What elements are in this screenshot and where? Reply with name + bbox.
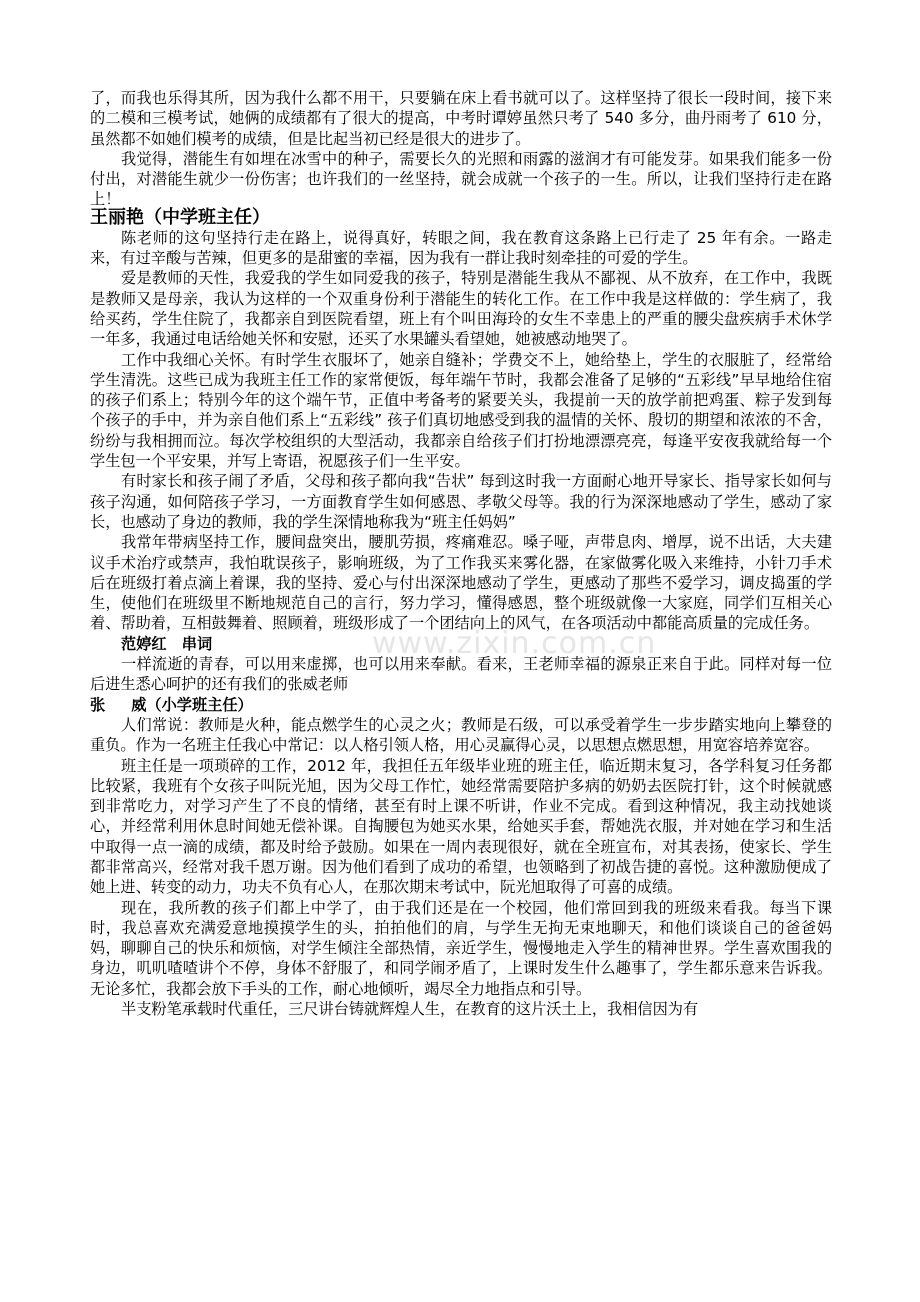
speaker-surname: 张 — [90, 695, 106, 714]
paragraph: 现在，我所教的孩子们都上中学了，由于我们还是在一个校园，他们常回到我的班级来看我。每当下课时，我总喜欢充满爱意地摸摸学生的头，拍拍他们的肩，与学生无拘无束地聊天，和他们谈谈自己的爸爸妈妈，聊聊自己的快乐和烦恼，对学生倾注全部热情，亲近学生，慢慢地走入学生的精神世界。学生喜欢围我的身边，叽叽喳喳讲个不停，身体不舒服了，和同学闹矛盾了，上课时发生什么趣事了，学生都乐意来告诉我。无论多忙，我都会放下手头的工作，耐心地倾听，竭尽全力地指点和引导。 — [90, 898, 832, 998]
paragraph: 我觉得，潜能生有如埋在冰雪中的种子，需要长久的光照和雨露的滋润才有可能发芽。如果我们能多一份付出，对潜能生就少一份伤害；也许我们的一丝坚持，就会成就一个孩子的一生。所以，让我们坚持行走在路上！ — [90, 149, 832, 209]
watermark: www.zixin.com.cn — [372, 626, 657, 661]
speaker-heading-fan: 范婷红 串词 — [121, 634, 213, 653]
paragraph: 陈老师的这句坚持行走在路上，说得真好，转眼之间，我在教育这条路上已行走了 25 年有余。一路走来，有过辛酸与苦辣，但更多的是甜蜜的幸福，因为我有一群让我时刻牵挂的可爱的学生。 — [90, 228, 832, 268]
paragraph: 爱是教师的天性，我爱我的学生如同爱我的孩子，特别是潜能生我从不鄙视、从不放弃，在工作中，我既是教师又是母亲，我认为这样的一个双重身份利于潜能生的转化工作。在工作中我是这样做的：学生病了，我给买药，学生住院了，我都亲自到医院看望，班上有个叫田海玲的女生不幸患上的严重的腰尖盘疾病手术休学一年多，我通过电话给她关怀和安慰，还买了水果罐头看望她，她被感动地哭了。 — [90, 269, 832, 349]
paragraph: 了，而我也乐得其所，因为我什么都不用干，只要躺在床上看书就可以了。这样坚持了很长一段时间，接下来的二模和三模考试，她俩的成绩都有了很大的提高，中考时谭婷虽然只考了 540 多分，曲丹雨考了 610 分，虽然都不如她们模考的成绩，但是比起当初已经是很大的进步了。 — [90, 89, 832, 148]
paragraph: 有时家长和孩子闹了矛盾，父母和孩子都向我“告状” 每到这时我一方面耐心地开导家长、指导家长如何与孩子沟通，如何陪孩子学习，一方面教育学生如何感恩、孝敬父母等。我的行为深深地感动了学生，感动了家长，也感动了身边的教师，我的学生深情地称我为“班主任妈妈” — [90, 472, 832, 531]
speaker-given-name-title: 威（小学班主任） — [131, 695, 253, 714]
document-page — [90, 88, 832, 1019]
paragraph: 我常年带病坚持工作，腰间盘突出，腰肌劳损，疼痛难忍。嗓子哑，声带息肉、增厚，说不出话，大夫建议手术治疗或禁声，我怕耽误孩子，影响班级，为了工作我买来雾化器，在家做雾化吸入来维持，小针刀手术后在班级打着点滴上着课，我的坚持、爱心与付出深深地感动了学生，更感动了那些不爱学习，调皮捣蛋的学生，使他们在班级里不断地规范自己的言行，努力学习，懂得感恩，整个班级就像一大家庭，同学们互相关心着、帮助着，互相鼓舞着、照顾着，班级形成了一个团结向上的风气，在各项活动中都能高质量的完成任务。 — [90, 533, 832, 633]
speaker-heading-wang: 王丽艳（中学班主任） — [90, 206, 270, 228]
paragraph: 人们常说：教师是火种，能点燃学生的心灵之火；教师是石级，可以承受着学生一步步踏实地向上攀登的重负。作为一名班主任我心中常记：以人格引领人格，用心灵赢得心灵，以思想点燃思想，用宽容培养宽容。 — [90, 715, 832, 755]
speaker-heading-zhang — [90, 695, 832, 715]
paragraph: 班主任是一项琐碎的工作，2012 年，我担任五年级毕业班的班主任，临近期末复习，各学科复习任务都比较紧，我班有个女孩子叫阮光旭，因为父母工作忙，她经常需要陪护多病的奶奶去医院打针，这个时候就感到非常吃力，对学习产生了不良的情绪，甚至有时上课不听讲，作业不完成。看到这种情况，我主动找她谈心，并经常利用休息时间她无偿补课。自掏腰包为她买水果，给她买手套，帮她洗衣服，并对她在学习和生活中取得一点一滴的成绩，都及时给予鼓励。如果在一周内表现很好，就在全班宣布，对其表扬，使家长、学生都非常高兴，经常对我千恩万谢。因为他们看到了成功的希望，也领略到了初战告捷的喜悦。这种激励便成了她上进、转变的动力，功夫不负有心人，在那次期末考试中，阮光旭取得了可喜的成绩。 — [90, 756, 832, 897]
paragraph: 一样流逝的青春，可以用来虚掷，也可以用来奉献。看来，王老师幸福的源泉正来自于此。同样对每一位后进生悉心呵护的还有我们的张威老师 — [90, 655, 832, 694]
paragraph: 半支粉笔承载时代重任，三尺讲台铸就辉煌人生，在教育的这片沃土上，我相信因为有 — [121, 1000, 699, 1019]
paragraph: 工作中我细心关怀。有时学生衣服坏了，她亲自缝补；学费交不上，她给垫上，学生的衣服脏了，经常给学生清洗。这些已成为我班主任工作的家常便饭，每年端午节时，我都会准备了足够的“五彩线”早早地给住宿的孩子们系上；特别今年的这个端午节，正值中考备考的紧要关头，我提前一天的放学前把鸡蛋、粽子发到每个孩子的手中，并为亲自他们系上“五彩线” 孩子们真切地感受到我的温情的关怀、殷切的期望和浓浓的不舍，纷纷与我相拥而泣。每次学校组织的大型活动，我都亲自给孩子们打扮地漂漂亮亮，每逢平安夜我就给每一个学生包一个平安果，并写上寄语，祝愿孩子们一生平安。 — [90, 350, 832, 471]
